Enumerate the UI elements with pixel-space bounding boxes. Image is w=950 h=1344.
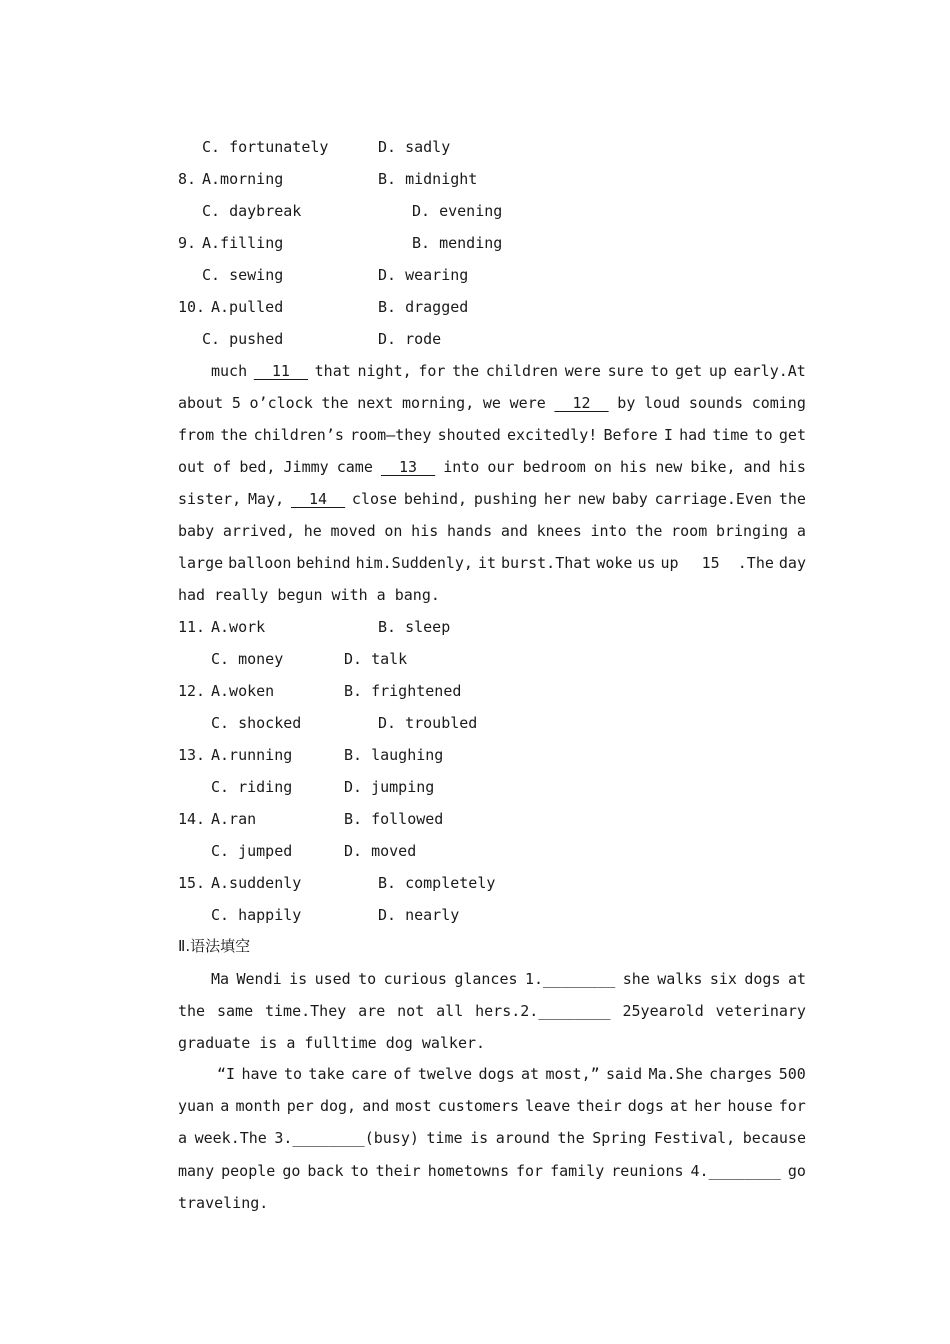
option-15a: A.suddenly: [211, 874, 302, 892]
option-8b: B. midnight: [378, 170, 478, 188]
question-number-10: 10.: [178, 298, 206, 316]
blank-12: 12: [554, 394, 609, 412]
option-10c: C. pushed: [202, 330, 284, 348]
option-8c: C. daybreak: [202, 202, 302, 220]
option-10d: D. rode: [378, 330, 442, 348]
question-number-15: 15.: [178, 874, 206, 892]
option-7c: C. fortunately: [202, 138, 329, 156]
option-9b: B. mending: [412, 234, 503, 252]
option-14a: A.ran: [211, 810, 257, 828]
grammar-p1-line-3: graduate is a fulltime dog walker.: [178, 1034, 486, 1052]
passage-line-2: about 5 o’clock the next morning, we were 12 by loud sounds coming: [178, 394, 806, 412]
option-11b: B. sleep: [378, 618, 451, 636]
blank-1: 1.________: [524, 970, 616, 988]
option-11a: A.work: [211, 618, 266, 636]
blank-15: 15 .The: [683, 554, 774, 572]
option-10b: B. dragged: [378, 298, 469, 316]
option-14c: C. jumped: [211, 842, 293, 860]
blank-13: 13: [380, 458, 436, 476]
grammar-p2-line-5: traveling.: [178, 1194, 269, 1212]
option-9d: D. wearing: [378, 266, 469, 284]
grammar-p2-line-2: yuan a month per dog, and most customers leave their dogs at her house for: [178, 1097, 806, 1115]
blank-2: hers.2.________: [475, 1002, 611, 1020]
option-12d: D. troubled: [378, 714, 478, 732]
blank-3: 3.________(busy): [274, 1129, 419, 1147]
question-number-13: 13.: [178, 746, 206, 764]
grammar-p1-line-2: the same time.They are not all hers.2.________ 25yearold veterinary: [178, 1002, 806, 1020]
blank-11: 11: [253, 362, 308, 380]
section-heading: Ⅱ.语法填空: [178, 937, 251, 955]
blank-14: 14: [290, 490, 346, 508]
option-11d: D. talk: [344, 650, 408, 668]
grammar-p1-line-1: Ma Wendi is used to curious glances 1.________ she walks six dogs at: [211, 970, 806, 988]
grammar-p2-line-3: a week.The 3.________(busy) time is around the Spring Festival, because: [178, 1129, 806, 1147]
grammar-p2-line-1: “I have to take care of twelve dogs at most,” said Ma.She charges 500: [217, 1065, 806, 1083]
passage-line-5: sister, May, 14 close behind, pushing her new baby carriage.Even the: [178, 490, 806, 508]
question-number-11: 11.: [178, 618, 206, 636]
passage-line-1: much 11 that night, for the children were sure to get up early.At: [211, 362, 806, 380]
passage-line-3: from the children’s room—they shouted excitedly! Before I had time to get: [178, 426, 806, 444]
option-14b: B. followed: [344, 810, 444, 828]
passage-line-8: had really begun with a bang.: [178, 586, 440, 604]
option-8a: A.morning: [202, 170, 284, 188]
option-13d: D. jumping: [344, 778, 435, 796]
option-15b: B. completely: [378, 874, 496, 892]
option-8d: D. evening: [412, 202, 503, 220]
option-13b: B. laughing: [344, 746, 444, 764]
option-11c: C. money: [211, 650, 284, 668]
option-7d: D. sadly: [378, 138, 451, 156]
option-10a: A.pulled: [211, 298, 284, 316]
passage-line-4: out of bed, Jimmy came 13 into our bedroom on his new bike, and his: [178, 458, 806, 476]
blank-4: 4.________: [690, 1162, 781, 1180]
option-15d: D. nearly: [378, 906, 460, 924]
option-12b: B. frightened: [344, 682, 462, 700]
question-number-8: 8.: [178, 170, 197, 188]
option-9c: C. sewing: [202, 266, 284, 284]
passage-line-6: baby arrived, he moved on his hands and knees into the room bringing a: [178, 522, 806, 540]
option-12c: C. shocked: [211, 714, 302, 732]
grammar-p2-line-4: many people go back to their hometowns for family reunions 4.________ go: [178, 1162, 806, 1180]
option-15c: C. happily: [211, 906, 302, 924]
passage-line-7: large balloon behind him.Suddenly, it burst.That woke us up 15 .The day: [178, 554, 806, 572]
question-number-12: 12.: [178, 682, 206, 700]
option-9a: A.filling: [202, 234, 284, 252]
option-14d: D. moved: [344, 842, 417, 860]
question-number-9: 9.: [178, 234, 197, 252]
option-13c: C. riding: [211, 778, 293, 796]
question-number-14: 14.: [178, 810, 206, 828]
option-13a: A.running: [211, 746, 293, 764]
option-12a: A.woken: [211, 682, 275, 700]
